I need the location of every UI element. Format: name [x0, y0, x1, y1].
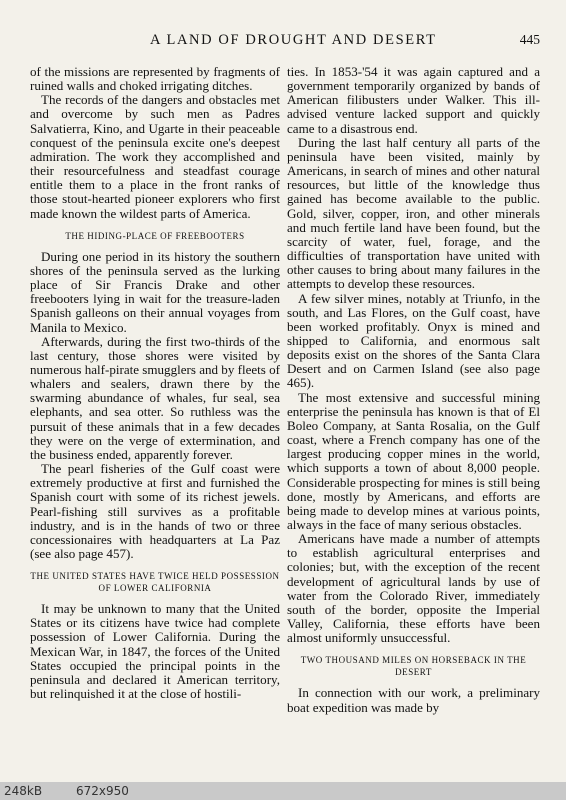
paragraph: of the missions are represented by fragments of ruined walls and choked irrigating ditches.	[30, 64, 280, 94]
left-column	[30, 65, 280, 701]
file-size-label: 248kB	[4, 784, 43, 798]
paragraph: Americans have made a number of attempts to establish agricultural enterprises and colonies; but, with the exception of the recent development of agricultural lands by use of water from the Colorado River, immediately south of the border, opposite the Imperial Valley, California, these efforts have been almost uniformly unsuccessful.	[287, 531, 540, 646]
section-heading: THE UNITED STATES HAVE TWICE HELD POSSESSION OF LOWER CALIFORNIA	[30, 571, 280, 594]
paragraph: During one period in its history the southern shores of the peninsula served as the lurking place of Sir Francis Drake and other freebooters lying in wait for the treasure-laden Spanish galleons on their annual voyages from Manila to Mexico.	[30, 248, 280, 335]
paragraph: The most extensive and successful mining enterprise the peninsula has known is that of El Boleo Company, at Santa Rosalia, on the Gulf coast, where a French company has one of the largest producing copper mines in the world, which supports a town of about 8,000 people. Considerable prospecting for mines is still being done, mostly by Americans, and efforts are being made to develop mines at various points, always in the face of many serious obstacles.	[287, 389, 540, 532]
section-heading: TWO THOUSAND MILES ON HORSEBACK IN THE DESERT	[300, 655, 527, 678]
image-dimensions-label: 672x950	[76, 784, 129, 798]
image-info-bar	[0, 782, 566, 800]
section-heading: THE HIDING-PLACE OF FREEBOOTERS	[65, 230, 245, 241]
paragraph: The records of the dangers and obstacles met and overcome by such men as Padres Salvatierra, Kino, and Ugarte in their peaceable conquest of the peninsula excite one's deepest admiration. The work they accomplished and their resourcefulness and steadfast courage entitle them to a place in the front ranks of those stout-hearted pioneer explorers who first made known the wildest parts of America.	[30, 92, 280, 221]
running-title: A LAND OF DROUGHT AND DESERT	[150, 32, 437, 48]
paragraph: ties. In 1853-'54 it was again captured and a government temporarily organized by bands of American filibusters under Walker. This ill-advised venture lacked support and quickly came to a disastrous end.	[287, 64, 540, 136]
paragraph: During the last half century all parts of the peninsula have been visited, mainly by Americans, in search of mines and other natural resources, but little of the knowledge thus gained has become available to the public. Gold, silver, copper, iron, and other minerals and much fertile land have been found, but the scarcity of water, fuel, forage, and the difficulties of transportation have united with other causes to bring about many failures in the attempts to develop these resources.	[287, 134, 540, 292]
paragraph: In connection with our work, a preliminary boat expedition was made by	[287, 685, 540, 715]
paragraph: It may be unknown to many that the United States or its citizens have twice had complete possession of Lower California. During the Mexican War, in 1847, the forces of the United States occupied the principal points in the peninsula and declared it American territory, but relinquished it at the close of hostili-	[30, 601, 280, 702]
paragraph: A few silver mines, notably at Triunfo, in the south, and Las Flores, on the Gulf coast, have been worked profitably. Onyx is mined and shipped to California, and enormous salt deposits exist on the shores of the Santa Clara Desert and on Carmen Island (see also page 465).	[287, 290, 540, 391]
paragraph: The pearl fisheries of the Gulf coast were extremely productive at first and furnished the Spanish court with some of its richest jewels. Pearl-fishing still survives as a profitable industry, and is in the hands of two or three concessionaires with headquarters at La Paz (see also page 457).	[30, 461, 280, 561]
right-column	[287, 65, 540, 715]
paragraph: Afterwards, during the first two-thirds of the last century, those shores were visited by numerous half-pirate smugglers and by fleets of whalers and sealers, drawn there by the swarming abundance of whales, fur seal, sea elephants, and sea otter. So ruthless was the pursuit of these animals that in a few decades they were on the verge of extermination, and the business ended, apparently forever.	[30, 333, 280, 462]
page-number: 445	[519, 32, 540, 47]
